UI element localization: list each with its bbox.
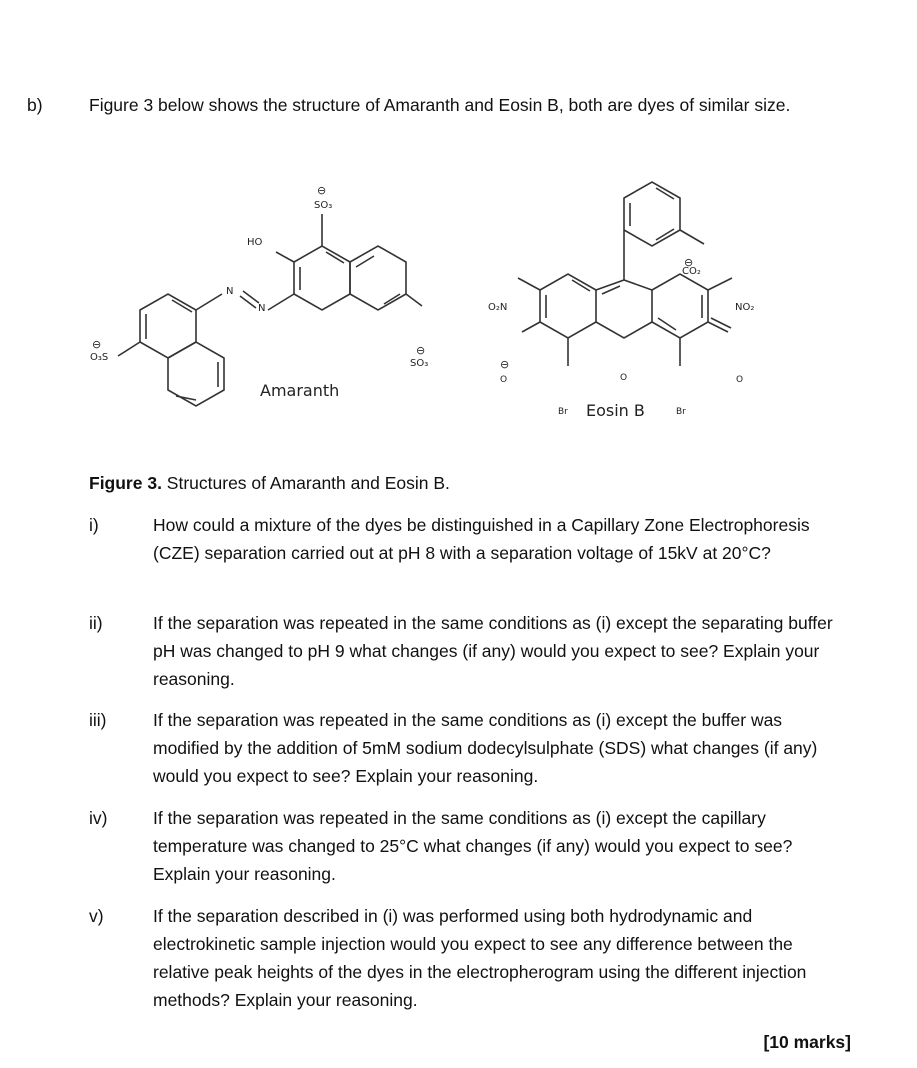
eosin-ring-right — [652, 274, 708, 338]
question-text: If the separation described in (i) was performed using both hydrodynamic and electrokinetic sample injection would you expect to see any difference between the relative peak heights of the dyes in the electropherogram using the different injection methods? Explain your reasoning. — [153, 906, 807, 1010]
charge-icon: ⊖ — [92, 338, 102, 351]
amaranth-so3-top: SO₃ — [314, 200, 333, 211]
amaranth-so3-left: O₃S — [90, 352, 109, 363]
eosin-ring-left — [540, 274, 596, 338]
eosin-no2: NO₂ — [735, 302, 755, 313]
charge-icon: ⊖ — [500, 358, 510, 371]
eosin-br-left: Br — [558, 407, 568, 417]
question-number: iv) — [89, 808, 108, 828]
eosin-co2: CO₂ — [682, 266, 701, 277]
eosin-o-ring: O — [620, 373, 628, 383]
eosin-br-right: Br — [676, 407, 686, 417]
amaranth-n1: N — [226, 286, 234, 297]
amaranth-ho: HO — [247, 237, 263, 248]
figure-3 — [80, 170, 840, 440]
question-text: If the separation was repeated in the same conditions as (i) except the buffer was modified by the addition of 5mM sodium dodecylsulphate (SDS) what changes (if any) would you expect to see? Explain your reasoning. — [153, 710, 818, 786]
eosin-o-right: O — [736, 375, 744, 385]
caption-label: Figure 3. — [89, 473, 162, 493]
amaranth-so3-right: SO₃ — [410, 358, 429, 369]
eosin-o2n: O₂N — [488, 302, 508, 313]
eosin-o-left: O — [500, 375, 508, 385]
question-number: ii) — [89, 613, 103, 633]
caption-text: Structures of Amaranth and Eosin B. — [161, 473, 450, 493]
charge-icon: ⊖ — [684, 256, 694, 269]
question-text: If the separation was repeated in the same conditions as (i) except the capillary temperature was changed to 25°C what changes (if any) would you expect to see? Explain your reasoning. — [153, 808, 793, 884]
question-text: If the separation was repeated in the same conditions as (i) except the separating buffer pH was changed to pH 9 what changes (if any) would you expect to see? Explain your reasoning. — [153, 613, 833, 689]
part-label: b) — [27, 95, 43, 115]
marks-total: [10 marks] — [763, 1032, 851, 1052]
amaranth-ring-4 — [350, 246, 406, 310]
question-number: i) — [89, 515, 99, 535]
amaranth-ring-1 — [140, 294, 196, 358]
charge-icon: ⊖ — [416, 344, 426, 357]
charge-icon: ⊖ — [317, 184, 327, 197]
amaranth-ring-3 — [294, 246, 350, 310]
eosin-benzene — [624, 182, 680, 246]
question-number: iii) — [89, 710, 107, 730]
amaranth-name: Amaranth — [260, 381, 340, 400]
question-number: v) — [89, 906, 104, 926]
eosin-name: Eosin B — [586, 401, 645, 420]
structures-diagram — [80, 170, 840, 440]
question-text: How could a mixture of the dyes be distinguished in a Capillary Zone Electrophoresis (CZE) separation carried out at pH 8 with a separation voltage of 15kV at 20°C? — [153, 515, 810, 563]
intro-text: Figure 3 below shows the structure of Amaranth and Eosin B, both are dyes of similar size. — [89, 95, 791, 115]
amaranth-n2: N — [258, 303, 266, 314]
figure-caption — [89, 469, 849, 497]
